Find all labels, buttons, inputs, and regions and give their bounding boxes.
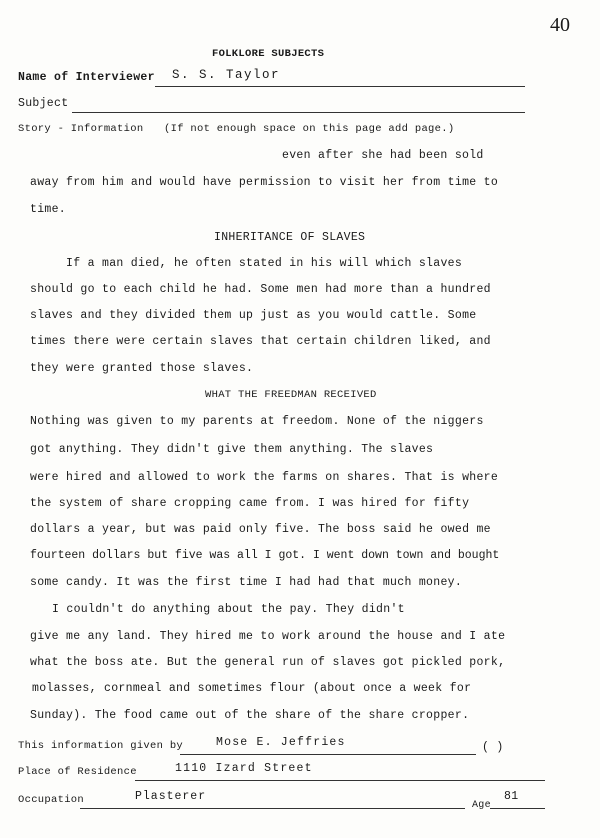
subject-underline (72, 112, 525, 113)
body-line: Nothing was given to my parents at freedom. None of the niggers (30, 415, 484, 428)
age-label: Age (472, 800, 491, 811)
occupation-label: Occupation (18, 794, 85, 806)
page-number: 40 (550, 14, 570, 36)
occupation-value: Plasterer (135, 790, 207, 803)
body-line: slaves and they divided them up just as you would cattle. Some (30, 309, 477, 322)
body-line: Sunday). The food came out of the share of the share cropper. (30, 709, 470, 722)
story-label: Story - Information (18, 123, 144, 135)
body-line: If a man died, he often stated in his will which slaves (66, 257, 463, 270)
age-underline (490, 808, 545, 809)
body-line: some candy. It was the first time I had had that much money. (30, 576, 463, 589)
interviewer-label: Name of Interviewer (18, 71, 155, 84)
story-note: (If not enough space on this page add page.) (164, 123, 455, 135)
section-heading: INHERITANCE OF SLAVES (214, 231, 366, 244)
informant-label: This information given by (18, 740, 184, 752)
body-line: time. (30, 203, 67, 216)
occupation-underline (80, 808, 465, 809)
subject-label: Subject (18, 97, 69, 110)
body-line: away from him and would have permission to visit her from time to (30, 176, 499, 189)
residence-underline (135, 780, 545, 781)
body-line: what the boss ate. But the general run of slaves got pickled pork, (30, 656, 506, 669)
body-line: molasses, cornmeal and sometimes flour (about once a week for (32, 682, 472, 695)
body-line: should go to each child he had. Some men had more than a hundred (30, 283, 491, 296)
informant-underline (180, 754, 476, 755)
body-line: fourteen dollars but five was all I got. I went down town and bought (30, 549, 500, 562)
body-line: dollars a year, but was paid only five. The boss said he owed me (30, 523, 491, 536)
informant-name: Mose E. Jeffries (216, 736, 346, 749)
section-heading: WHAT THE FREEDMAN RECEIVED (205, 389, 377, 401)
interviewer-name: S. S. Taylor (172, 68, 281, 82)
age-value: 81 (504, 790, 519, 803)
residence-value: 1110 Izard Street (175, 762, 313, 775)
residence-label: Place of Residence (18, 766, 137, 778)
body-line: I couldn't do anything about the pay. They didn't (52, 603, 405, 616)
interviewer-underline (155, 86, 525, 87)
form-title: FOLKLORE SUBJECTS (212, 48, 325, 60)
informant-paren: ( ) (482, 741, 504, 754)
body-line: the system of share cropping came from. I was hired for fifty (30, 497, 470, 510)
body-line: even after she had been sold (282, 149, 484, 162)
body-line: times there were certain slaves that certain children liked, and (30, 335, 491, 348)
body-line: got anything. They didn't give them anything. The slaves (30, 443, 434, 456)
body-line: give me any land. They hired me to work around the house and I ate (30, 630, 506, 643)
body-line: they were granted those slaves. (30, 362, 254, 375)
body-line: were hired and allowed to work the farms on shares. That is where (30, 471, 499, 484)
